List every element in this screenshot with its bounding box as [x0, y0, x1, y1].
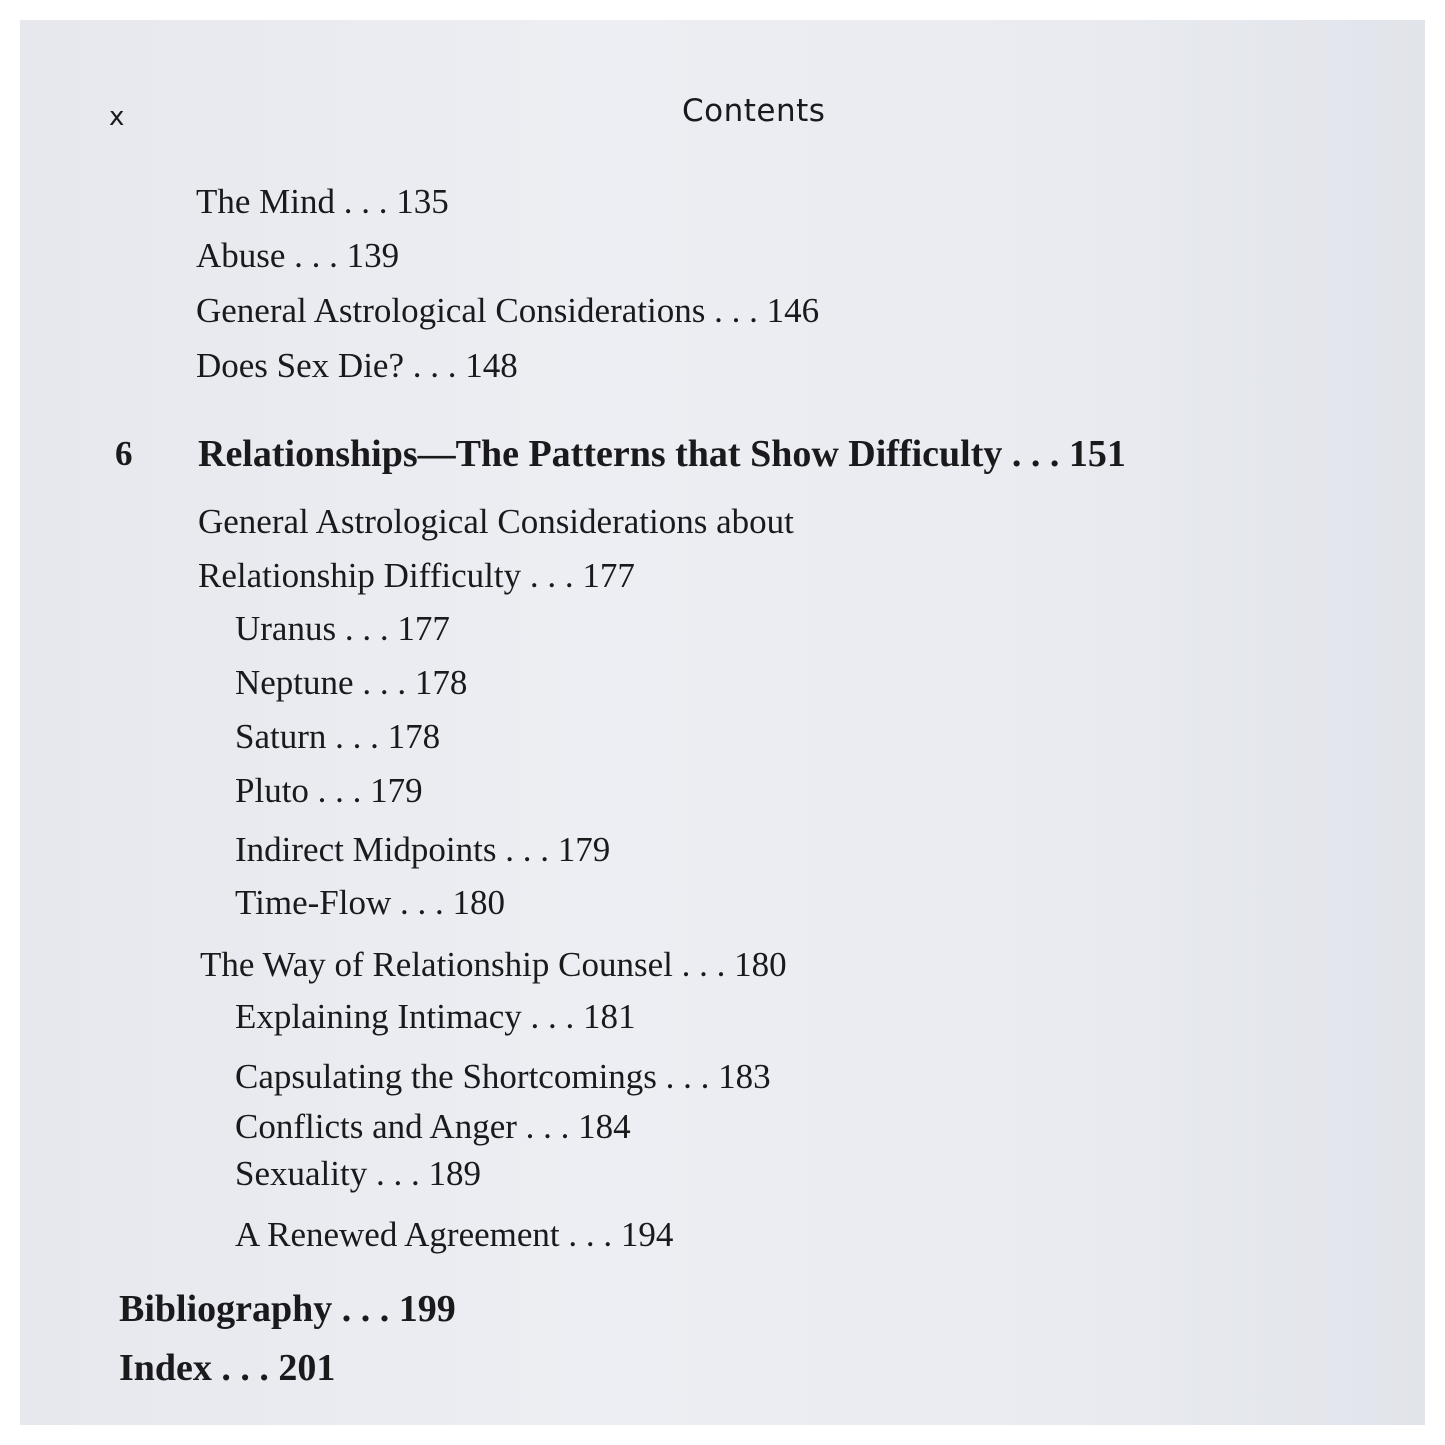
toc-subentry: Capsulating the Shortcomings . . . 183	[235, 1057, 771, 1096]
toc-backmatter: Bibliography . . . 199	[119, 1288, 456, 1330]
toc-subentry: Explaining Intimacy . . . 181	[235, 997, 636, 1036]
toc-entry: The Mind . . . 135	[196, 182, 449, 221]
toc-entry: General Astrological Considerations . . . 146	[196, 291, 820, 330]
toc-subentry: Conflicts and Anger . . . 184	[235, 1107, 631, 1146]
toc-subentry: Sexuality . . . 189	[235, 1154, 481, 1193]
toc-subentry: A Renewed Agreement . . . 194	[235, 1215, 674, 1254]
running-head: Contents	[682, 93, 826, 129]
toc-entry: Abuse . . . 139	[196, 236, 400, 275]
page-folio: x	[109, 102, 125, 132]
toc-entry: The Way of Relationship Counsel . . . 180	[200, 945, 787, 984]
toc-entry: Relationship Difficulty . . . 177	[198, 556, 635, 595]
toc-subentry: Pluto . . . 179	[235, 771, 423, 810]
toc-subentry: Time-Flow . . . 180	[235, 883, 506, 922]
chapter-number: 6	[115, 434, 133, 473]
toc-subentry: Indirect Midpoints . . . 179	[235, 830, 611, 869]
book-page	[20, 20, 1425, 1425]
toc-subentry: Uranus . . . 177	[235, 609, 450, 648]
toc-subentry: Neptune . . . 178	[235, 663, 468, 702]
toc-entry: Does Sex Die? . . . 148	[196, 346, 518, 385]
toc-entry: General Astrological Considerations about	[198, 502, 794, 541]
toc-subentry: Saturn . . . 178	[235, 717, 441, 756]
toc-backmatter: Index . . . 201	[119, 1347, 336, 1389]
chapter-title: Relationships—The Patterns that Show Difficulty . . . 151	[198, 433, 1126, 475]
